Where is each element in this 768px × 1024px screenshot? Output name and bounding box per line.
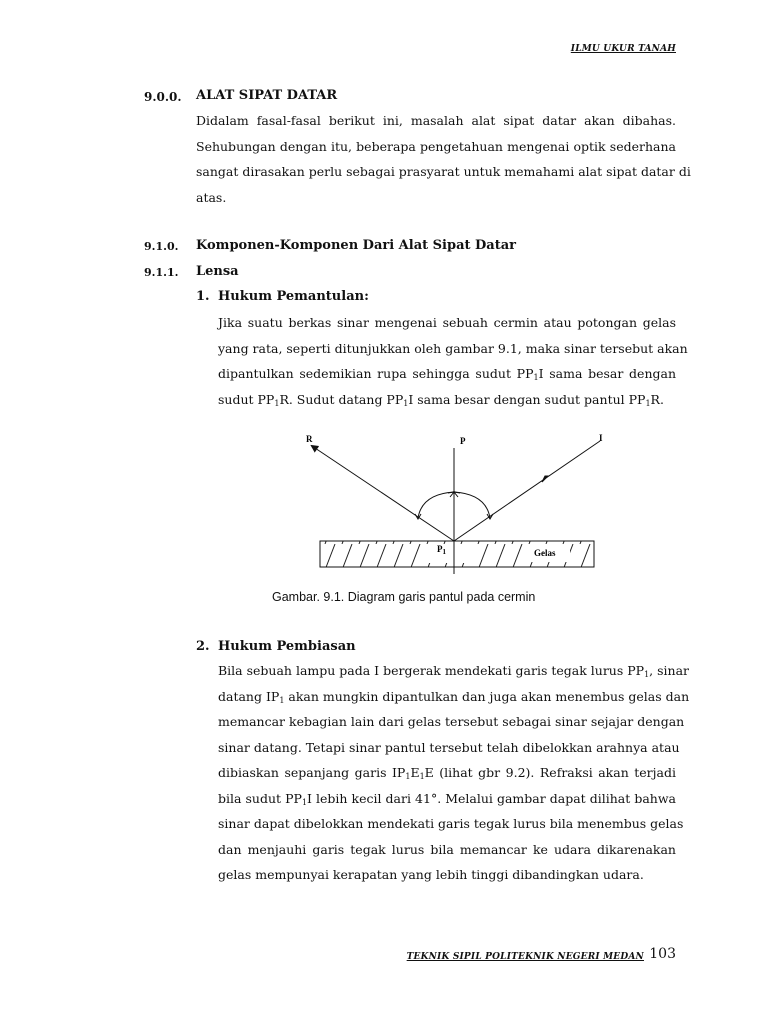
subsubsection-number: 9.1.1. bbox=[144, 266, 179, 279]
item2-line: gelas mempunyai kerapatan yang lebih tinggi dibandingkan udara. bbox=[218, 867, 644, 882]
item2-line: sinar dapat dibelokkan mendekati garis tegak lurus bila menembus gelas bbox=[218, 816, 684, 831]
item2-paragraph bbox=[218, 658, 690, 888]
intro-line: Sehubungan dengan itu, beberapa pengetahuan mengenai optik sederhana bbox=[196, 138, 676, 154]
figure-mirror-diagram bbox=[272, 414, 644, 580]
item2-line: bila sudut $PP_1I$ lebih kecil dari 41°. Melalui gambar dapat dilihat bahwa bbox=[218, 790, 676, 807]
subsection-number: 9.1.0. bbox=[144, 240, 179, 253]
subsection-title: Komponen-Komponen Dari Alat Sipat Datar bbox=[196, 238, 517, 253]
intro-line: sangat dirasakan perlu sebagai prasyarat untuk memahami alat sipat datar di bbox=[196, 164, 691, 179]
item1-line: Jika suatu berkas sinar mengenai sebuah cermin atau potongan gelas bbox=[218, 315, 676, 330]
item2-line: dibiaskan sepanjang garis $IP_1E_1E$ (lihat gbr 9.2). Refraksi akan terjadi bbox=[218, 765, 676, 781]
running-header: ILMU UKUR TANAH bbox=[570, 44, 676, 54]
item1-marker: 1. bbox=[196, 289, 210, 304]
item1-title: Hukum Pemantulan: bbox=[218, 289, 369, 304]
label-gelas: Gelas bbox=[534, 548, 556, 558]
intro-line: atas. bbox=[196, 189, 227, 205]
subsubsection-title: Lensa bbox=[196, 264, 239, 279]
item2-line: Bila sebuah lampu pada I bergerak mendekati garis tegak lurus $PP_1$, sinar bbox=[218, 663, 689, 679]
footer-institution: TEKNIK SIPIL POLITEKNIK NEGERI MEDAN bbox=[406, 952, 644, 962]
intro-line: Didalam fasal-fasal berikut ini, masalah alat sipat datar akan dibahas. bbox=[196, 113, 676, 128]
item2-line: memancar kebagian lain dari gelas tersebut sebagai sinar sejajar dengan bbox=[218, 714, 685, 729]
item1-line: yang rata, seperti ditunjukkan oleh gambar 9.1, maka sinar tersebut akan bbox=[218, 340, 688, 356]
item2-marker: 2. bbox=[196, 639, 210, 654]
figure-caption: Gambar. 9.1. Diagram garis pantul pada cermin bbox=[272, 590, 536, 604]
section-title: ALAT SIPAT DATAR bbox=[196, 88, 338, 103]
intro-paragraph bbox=[196, 108, 691, 210]
page-number: 103 bbox=[649, 946, 676, 962]
label-P: P bbox=[460, 436, 466, 446]
label-R: R bbox=[306, 434, 313, 444]
item2-line: datang $IP_1$ akan mungkin dipantulkan dan juga akan menembus gelas dan bbox=[218, 688, 690, 705]
item2-line: sinar datang. Tetapi sinar pantul tersebut telah dibelokkan arahnya atau bbox=[218, 739, 680, 755]
label-I: I bbox=[599, 433, 603, 443]
item1-paragraph bbox=[218, 310, 688, 412]
label-P1: $P_1$ bbox=[437, 544, 446, 556]
item1-line: sudut $PP_1R$. Sudut datang $PP_1I$ sama besar dengan sudut pantul $PP_1R$. bbox=[218, 391, 664, 408]
section-number: 9.0.0. bbox=[144, 90, 182, 104]
item2-line: dan menjauhi garis tegak lurus bila memancar ke udara dikarenakan bbox=[218, 841, 676, 857]
item2-title: Hukum Pembiasan bbox=[218, 639, 356, 654]
item1-line: dipantulkan sedemikian rupa sehingga sudut $PP_1I$ sama besar dengan bbox=[218, 366, 676, 382]
